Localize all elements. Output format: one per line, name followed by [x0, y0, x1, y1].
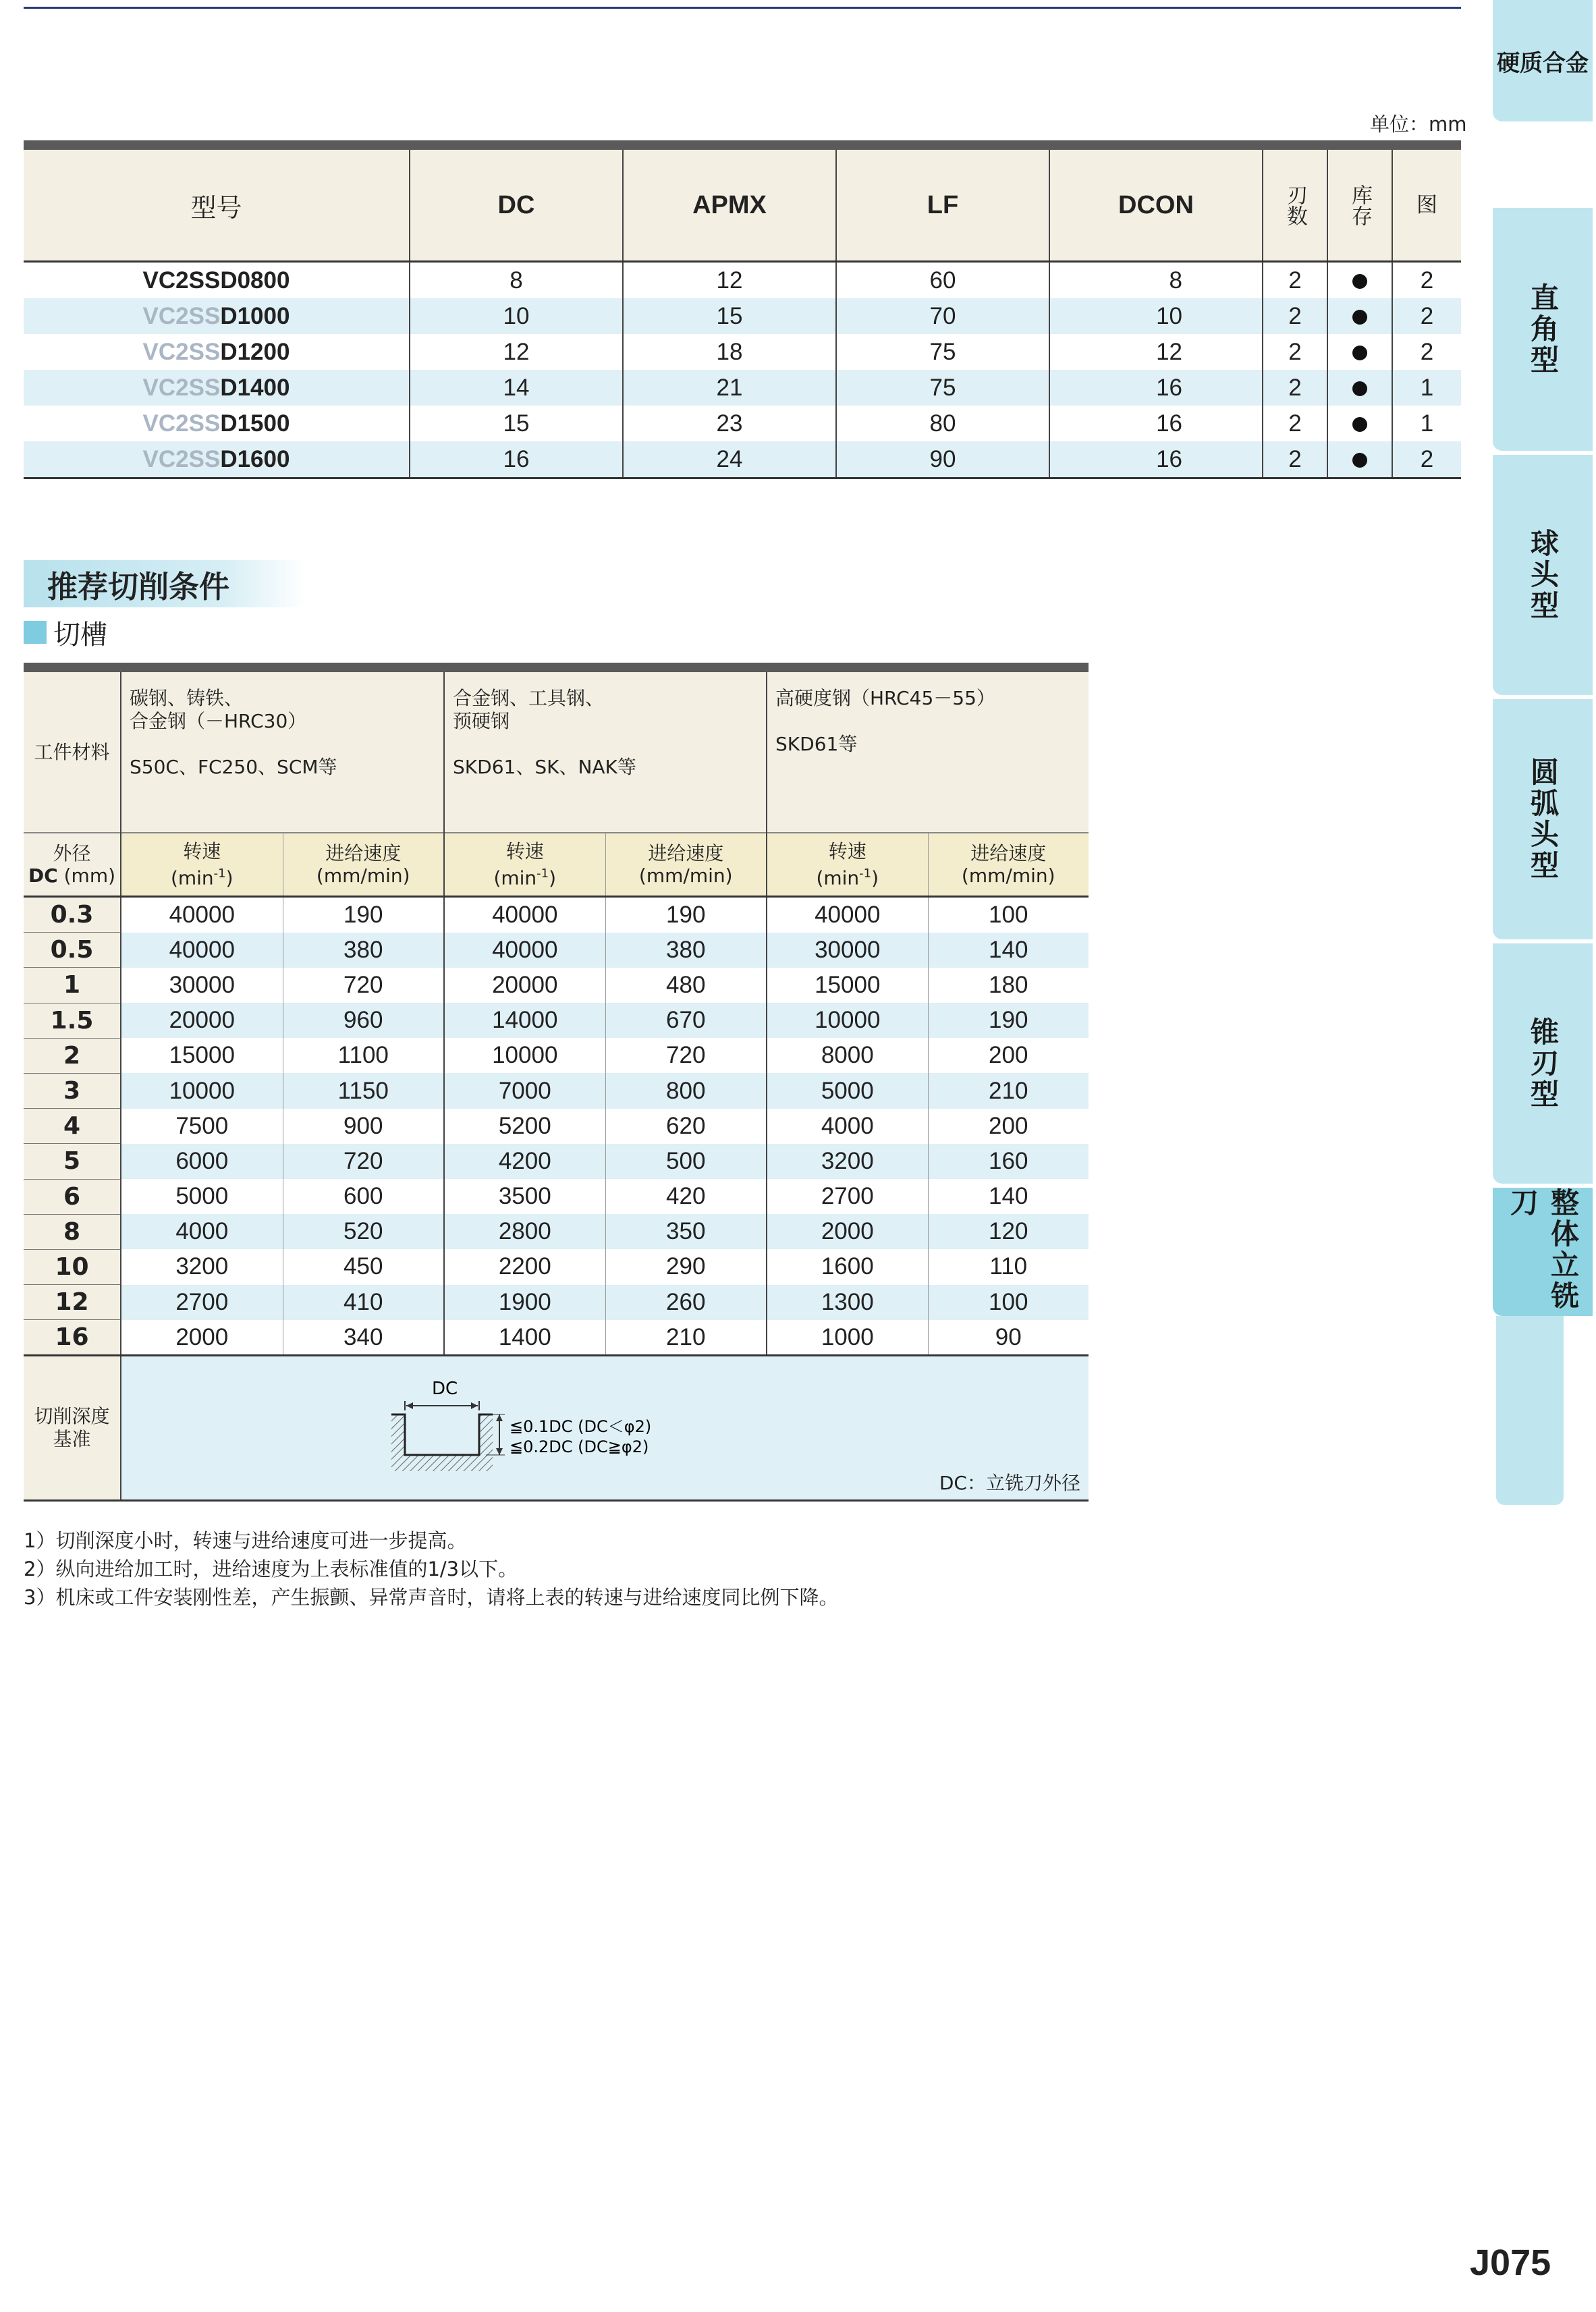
lf-cell: 75	[836, 370, 1049, 406]
speed-cell: 5000	[767, 1073, 928, 1108]
feed-cell: 190	[283, 897, 444, 933]
note-item: 2）纵向进给加工时，进给速度为上表标准值的1/3以下。	[24, 1558, 518, 1580]
table-row	[24, 1038, 1089, 1073]
material-group-1	[121, 672, 444, 833]
top-rule	[24, 7, 1461, 9]
table-row	[24, 1285, 1089, 1320]
model-cell	[24, 406, 410, 441]
stock-dot-icon	[1352, 346, 1367, 360]
table-row	[24, 334, 1461, 370]
feed-cell: 190	[605, 897, 767, 933]
dcon-cell: 8	[1049, 262, 1263, 299]
material-group-2	[444, 672, 767, 833]
speed-cell: 1600	[767, 1249, 928, 1284]
model-prefix: VC2SS	[142, 445, 221, 472]
dc-header-unit: (mm)	[57, 864, 116, 887]
feed-cell: 410	[283, 1285, 444, 1320]
stock-cell	[1327, 334, 1392, 370]
dc-value-cell: 6	[24, 1179, 121, 1214]
diagram-depth-rule-1: ≦0.1DC (DC＜φ2)	[510, 1417, 652, 1437]
feed-cell: 100	[928, 1285, 1089, 1320]
col-header-model: 型号	[24, 150, 410, 262]
speed-cell: 2000	[121, 1320, 283, 1356]
dc-cell: 10	[410, 298, 623, 334]
table-row	[24, 262, 1461, 299]
model-suffix: D0800	[220, 267, 290, 294]
material-name: 碳钢、铸铁、	[130, 687, 244, 709]
flutes-cell: 2	[1263, 262, 1327, 299]
material-standards: SKD61、SK、NAK等	[453, 756, 636, 778]
feed-cell: 100	[928, 897, 1089, 933]
table-row	[24, 1179, 1089, 1214]
model-cell	[24, 298, 410, 334]
dcon-cell: 16	[1049, 406, 1263, 441]
figure-cell: 2	[1392, 262, 1461, 299]
speed-unit-exp: -1	[859, 866, 872, 881]
product-table	[24, 140, 1461, 479]
dc-value-cell: 10	[24, 1249, 121, 1284]
slot-depth-diagram	[391, 1367, 796, 1489]
flutes-cell: 2	[1263, 441, 1327, 478]
feed-header-text: 进给速度	[648, 842, 724, 864]
speed-cell: 3500	[444, 1179, 605, 1214]
col-header-figure: 图	[1392, 150, 1461, 262]
side-tab-label: 直角型	[1526, 283, 1560, 376]
side-tab-radius[interactable]	[1493, 699, 1593, 939]
lf-cell: 90	[836, 441, 1049, 478]
feed-cell: 180	[928, 968, 1089, 1003]
table-row	[24, 1249, 1089, 1284]
apmx-cell: 21	[623, 370, 836, 406]
dc-value-cell: 12	[24, 1285, 121, 1320]
dc-header-symbol: DC	[28, 864, 58, 887]
feed-cell: 720	[605, 1038, 767, 1073]
speed-header-text: 转速	[505, 840, 544, 862]
feed-header-text: 进给速度	[970, 842, 1047, 864]
feed-cell: 520	[283, 1214, 444, 1249]
unit-label: 单位：mm	[1370, 113, 1467, 136]
feed-cell: 210	[605, 1320, 767, 1356]
feed-cell: 200	[928, 1038, 1089, 1073]
speed-column-header	[444, 833, 605, 897]
speed-header-text: 转速	[183, 840, 221, 862]
feed-cell: 120	[928, 1214, 1089, 1249]
apmx-cell: 24	[623, 441, 836, 478]
feed-cell: 140	[928, 1179, 1089, 1214]
speed-cell: 3200	[121, 1249, 283, 1284]
table-row	[24, 406, 1461, 441]
feed-cell: 960	[283, 1003, 444, 1038]
feed-header-text: 进给速度	[325, 842, 402, 864]
speed-cell: 15000	[767, 968, 928, 1003]
feed-cell: 450	[283, 1249, 444, 1284]
lf-cell: 70	[836, 298, 1049, 334]
dc-cell: 8	[410, 262, 623, 299]
speed-cell: 15000	[121, 1038, 283, 1073]
col-header-dc: DC	[410, 150, 623, 262]
table-row	[24, 298, 1461, 334]
speed-cell: 1900	[444, 1285, 605, 1320]
model-cell	[24, 262, 410, 299]
model-suffix: D1200	[220, 338, 290, 365]
diagram-depth-rule-2: ≦0.2DC (DC≧φ2)	[510, 1437, 649, 1457]
material-standards: S50C、FC250、SCM等	[130, 756, 337, 778]
note-item: 3）机床或工件安装刚性差，产生振颤、异常声音时，请将上表的转速与进给速度同比例下降。	[24, 1586, 839, 1609]
feed-cell: 90	[928, 1320, 1089, 1356]
stock-dot-icon	[1352, 310, 1367, 325]
dcon-cell: 16	[1049, 370, 1263, 406]
model-prefix: VC2SS	[142, 338, 221, 365]
side-tab-label: 球头型	[1526, 528, 1560, 622]
flutes-cell: 2	[1263, 334, 1327, 370]
feed-cell: 290	[605, 1249, 767, 1284]
stock-dot-icon	[1352, 417, 1367, 432]
dcon-cell: 10	[1049, 298, 1263, 334]
model-prefix: VC2SS	[142, 374, 221, 401]
speed-cell: 30000	[767, 933, 928, 968]
model-suffix: D1400	[220, 374, 290, 401]
dc-value-cell: 2	[24, 1038, 121, 1073]
table-row	[24, 1003, 1089, 1038]
table-row	[24, 441, 1461, 478]
dc-header-text: 外径	[53, 842, 91, 864]
speed-cell: 10000	[767, 1003, 928, 1038]
speed-cell: 2200	[444, 1249, 605, 1284]
feed-cell: 600	[283, 1179, 444, 1214]
side-tab-label: 整体立铣刀	[1506, 1188, 1580, 1312]
speed-cell: 4000	[767, 1109, 928, 1144]
figure-cell: 2	[1392, 334, 1461, 370]
feed-cell: 380	[605, 933, 767, 968]
feed-column-header	[605, 833, 767, 897]
table-row	[24, 1320, 1089, 1356]
feed-cell: 620	[605, 1109, 767, 1144]
col-header-dcon: DCON	[1049, 150, 1263, 262]
speed-cell: 40000	[444, 933, 605, 968]
speed-cell: 30000	[121, 968, 283, 1003]
table-top-bar	[24, 663, 1089, 672]
speed-unit: (min	[493, 866, 537, 889]
apmx-cell: 12	[623, 262, 836, 299]
speed-cell: 3200	[767, 1144, 928, 1179]
speed-cell: 20000	[444, 968, 605, 1003]
figure-cell: 2	[1392, 298, 1461, 334]
table-row	[24, 1144, 1089, 1179]
model-suffix: D1000	[220, 302, 290, 329]
material-group-3	[767, 672, 1089, 833]
depth-label-text: 切削深度	[34, 1405, 110, 1428]
speed-cell: 4000	[121, 1214, 283, 1249]
side-tab-label: 锥刃型	[1526, 1017, 1560, 1110]
stock-dot-icon	[1352, 274, 1367, 289]
depth-label-text: 基准	[53, 1428, 91, 1451]
speed-cell: 40000	[121, 897, 283, 933]
material-label: 工件材料	[24, 672, 121, 833]
feed-unit: (mm/min)	[638, 864, 733, 887]
dc-cell: 16	[410, 441, 623, 478]
dc-note: DC：立铣刀外径	[939, 1472, 1080, 1495]
speed-cell: 10000	[444, 1038, 605, 1073]
material-name: 预硬钢	[453, 710, 510, 732]
model-prefix: VC2SS	[142, 302, 221, 329]
feed-unit: (mm/min)	[316, 864, 410, 887]
note-item: 1）切削深度小时，转速与进给速度可进一步提高。	[24, 1529, 467, 1552]
feed-cell: 110	[928, 1249, 1089, 1284]
model-suffix: D1600	[220, 445, 290, 472]
side-tab-taper[interactable]	[1493, 943, 1593, 1184]
stock-cell	[1327, 370, 1392, 406]
speed-cell: 10000	[121, 1073, 283, 1108]
stock-cell	[1327, 262, 1392, 299]
table-top-bar	[24, 140, 1461, 150]
dc-value-cell: 1.5	[24, 1003, 121, 1038]
dc-value-cell: 0.3	[24, 897, 121, 933]
speed-cell: 8000	[767, 1038, 928, 1073]
flutes-cell: 2	[1263, 370, 1327, 406]
page-number: J075	[1470, 2242, 1551, 2283]
bullet-square-icon	[24, 621, 47, 644]
side-tab-solid-endmill[interactable]	[1493, 1188, 1593, 1316]
apmx-cell: 18	[623, 334, 836, 370]
speed-cell: 20000	[121, 1003, 283, 1038]
feed-cell: 480	[605, 968, 767, 1003]
col-header-apmx: APMX	[623, 150, 836, 262]
dc-column-header	[24, 833, 121, 897]
speed-cell: 5200	[444, 1109, 605, 1144]
depth-diagram-cell	[121, 1356, 1089, 1501]
flutes-cell: 2	[1263, 406, 1327, 441]
dc-value-cell: 8	[24, 1214, 121, 1249]
feed-cell: 500	[605, 1144, 767, 1179]
speed-cell: 7500	[121, 1109, 283, 1144]
table-row	[24, 968, 1089, 1003]
speed-cell: 6000	[121, 1144, 283, 1179]
speed-cell: 40000	[767, 897, 928, 933]
figure-cell: 2	[1392, 441, 1461, 478]
table-row	[24, 1214, 1089, 1249]
speed-cell: 14000	[444, 1003, 605, 1038]
speed-unit: (min	[816, 866, 860, 889]
stock-cell	[1327, 441, 1392, 478]
flutes-cell: 2	[1263, 298, 1327, 334]
dc-value-cell: 16	[24, 1320, 121, 1356]
sub-title-text: 切槽	[53, 619, 107, 651]
model-prefix: VC2SS	[142, 267, 221, 294]
dc-value-cell: 5	[24, 1144, 121, 1179]
feed-cell: 210	[928, 1073, 1089, 1108]
model-cell	[24, 441, 410, 478]
material-standards: SKD61等	[775, 733, 858, 755]
stock-dot-icon	[1352, 381, 1367, 396]
dc-cell: 12	[410, 334, 623, 370]
model-suffix: D1500	[220, 410, 290, 437]
dc-value-cell: 0.5	[24, 933, 121, 968]
dcon-cell: 12	[1049, 334, 1263, 370]
speed-cell: 40000	[121, 933, 283, 968]
feed-cell: 1150	[283, 1073, 444, 1108]
table-row	[24, 897, 1089, 933]
feed-cell: 200	[928, 1109, 1089, 1144]
side-tab-ball[interactable]	[1493, 455, 1593, 695]
table-row	[24, 933, 1089, 968]
depth-label	[24, 1356, 121, 1501]
speed-header-text: 转速	[828, 840, 866, 862]
feed-cell: 260	[605, 1285, 767, 1320]
feed-cell: 720	[283, 968, 444, 1003]
feed-column-header	[283, 833, 444, 897]
side-tab-label: 硬质合金	[1497, 49, 1589, 77]
side-tab-label: 圆弧头型	[1526, 757, 1560, 881]
speed-cell: 2700	[121, 1285, 283, 1320]
col-header-lf: LF	[836, 150, 1049, 262]
table-row	[24, 370, 1461, 406]
side-tab-carbide[interactable]	[1493, 0, 1593, 121]
dc-cell: 14	[410, 370, 623, 406]
feed-cell: 340	[283, 1320, 444, 1356]
speed-cell: 1300	[767, 1285, 928, 1320]
material-name: 合金钢、工具钢、	[453, 687, 605, 709]
side-tab-extension	[1496, 1316, 1564, 1505]
dc-cell: 15	[410, 406, 623, 441]
speed-cell: 2800	[444, 1214, 605, 1249]
lf-cell: 80	[836, 406, 1049, 441]
speed-column-header	[121, 833, 283, 897]
speed-unit-exp: -1	[213, 866, 226, 881]
feed-cell: 900	[283, 1109, 444, 1144]
stock-cell	[1327, 406, 1392, 441]
lf-cell: 60	[836, 262, 1049, 299]
material-name: 高硬度钢（HRC45－55）	[775, 687, 995, 709]
feed-cell: 190	[928, 1003, 1089, 1038]
feed-column-header	[928, 833, 1089, 897]
col-header-stock: 库存	[1327, 150, 1392, 262]
speed-cell: 1400	[444, 1320, 605, 1356]
speed-unit-close: )	[549, 866, 557, 889]
feed-cell: 670	[605, 1003, 767, 1038]
speed-cell: 7000	[444, 1073, 605, 1108]
speed-cell: 5000	[121, 1179, 283, 1214]
feed-cell: 140	[928, 933, 1089, 968]
feed-cell: 380	[283, 933, 444, 968]
speed-unit-close: )	[225, 866, 233, 889]
dc-value-cell: 1	[24, 968, 121, 1003]
figure-cell: 1	[1392, 370, 1461, 406]
cutting-conditions-table	[24, 663, 1089, 1502]
speed-unit-exp: -1	[536, 866, 549, 881]
feed-cell: 160	[928, 1144, 1089, 1179]
feed-cell: 720	[283, 1144, 444, 1179]
figure-cell: 1	[1392, 406, 1461, 441]
feed-cell: 350	[605, 1214, 767, 1249]
apmx-cell: 23	[623, 406, 836, 441]
dc-value-cell: 4	[24, 1109, 121, 1144]
model-prefix: VC2SS	[142, 410, 221, 437]
stock-cell	[1327, 298, 1392, 334]
table-row	[24, 1109, 1089, 1144]
lf-cell: 75	[836, 334, 1049, 370]
speed-cell: 2700	[767, 1179, 928, 1214]
speed-cell: 1000	[767, 1320, 928, 1356]
model-cell	[24, 370, 410, 406]
stock-dot-icon	[1352, 453, 1367, 468]
table-row	[24, 1073, 1089, 1108]
feed-unit: (mm/min)	[961, 864, 1055, 887]
speed-cell: 40000	[444, 897, 605, 933]
notes	[24, 1526, 838, 1612]
dcon-cell: 16	[1049, 441, 1263, 478]
feed-cell: 800	[605, 1073, 767, 1108]
speed-cell: 4200	[444, 1144, 605, 1179]
feed-cell: 420	[605, 1179, 767, 1214]
feed-cell: 1100	[283, 1038, 444, 1073]
material-name: 合金钢（－HRC30）	[130, 710, 307, 732]
diagram-dc-label: DC	[432, 1379, 458, 1400]
side-tab-square[interactable]	[1493, 208, 1593, 451]
speed-cell: 2000	[767, 1214, 928, 1249]
speed-unit: (min	[170, 866, 214, 889]
section-title: 推荐切削条件	[24, 560, 307, 607]
apmx-cell: 15	[623, 298, 836, 334]
dc-value-cell: 3	[24, 1073, 121, 1108]
model-cell	[24, 334, 410, 370]
speed-unit-close: )	[871, 866, 879, 889]
sub-title	[24, 615, 107, 649]
speed-column-header	[767, 833, 928, 897]
col-header-flutes: 刃数	[1263, 150, 1327, 262]
